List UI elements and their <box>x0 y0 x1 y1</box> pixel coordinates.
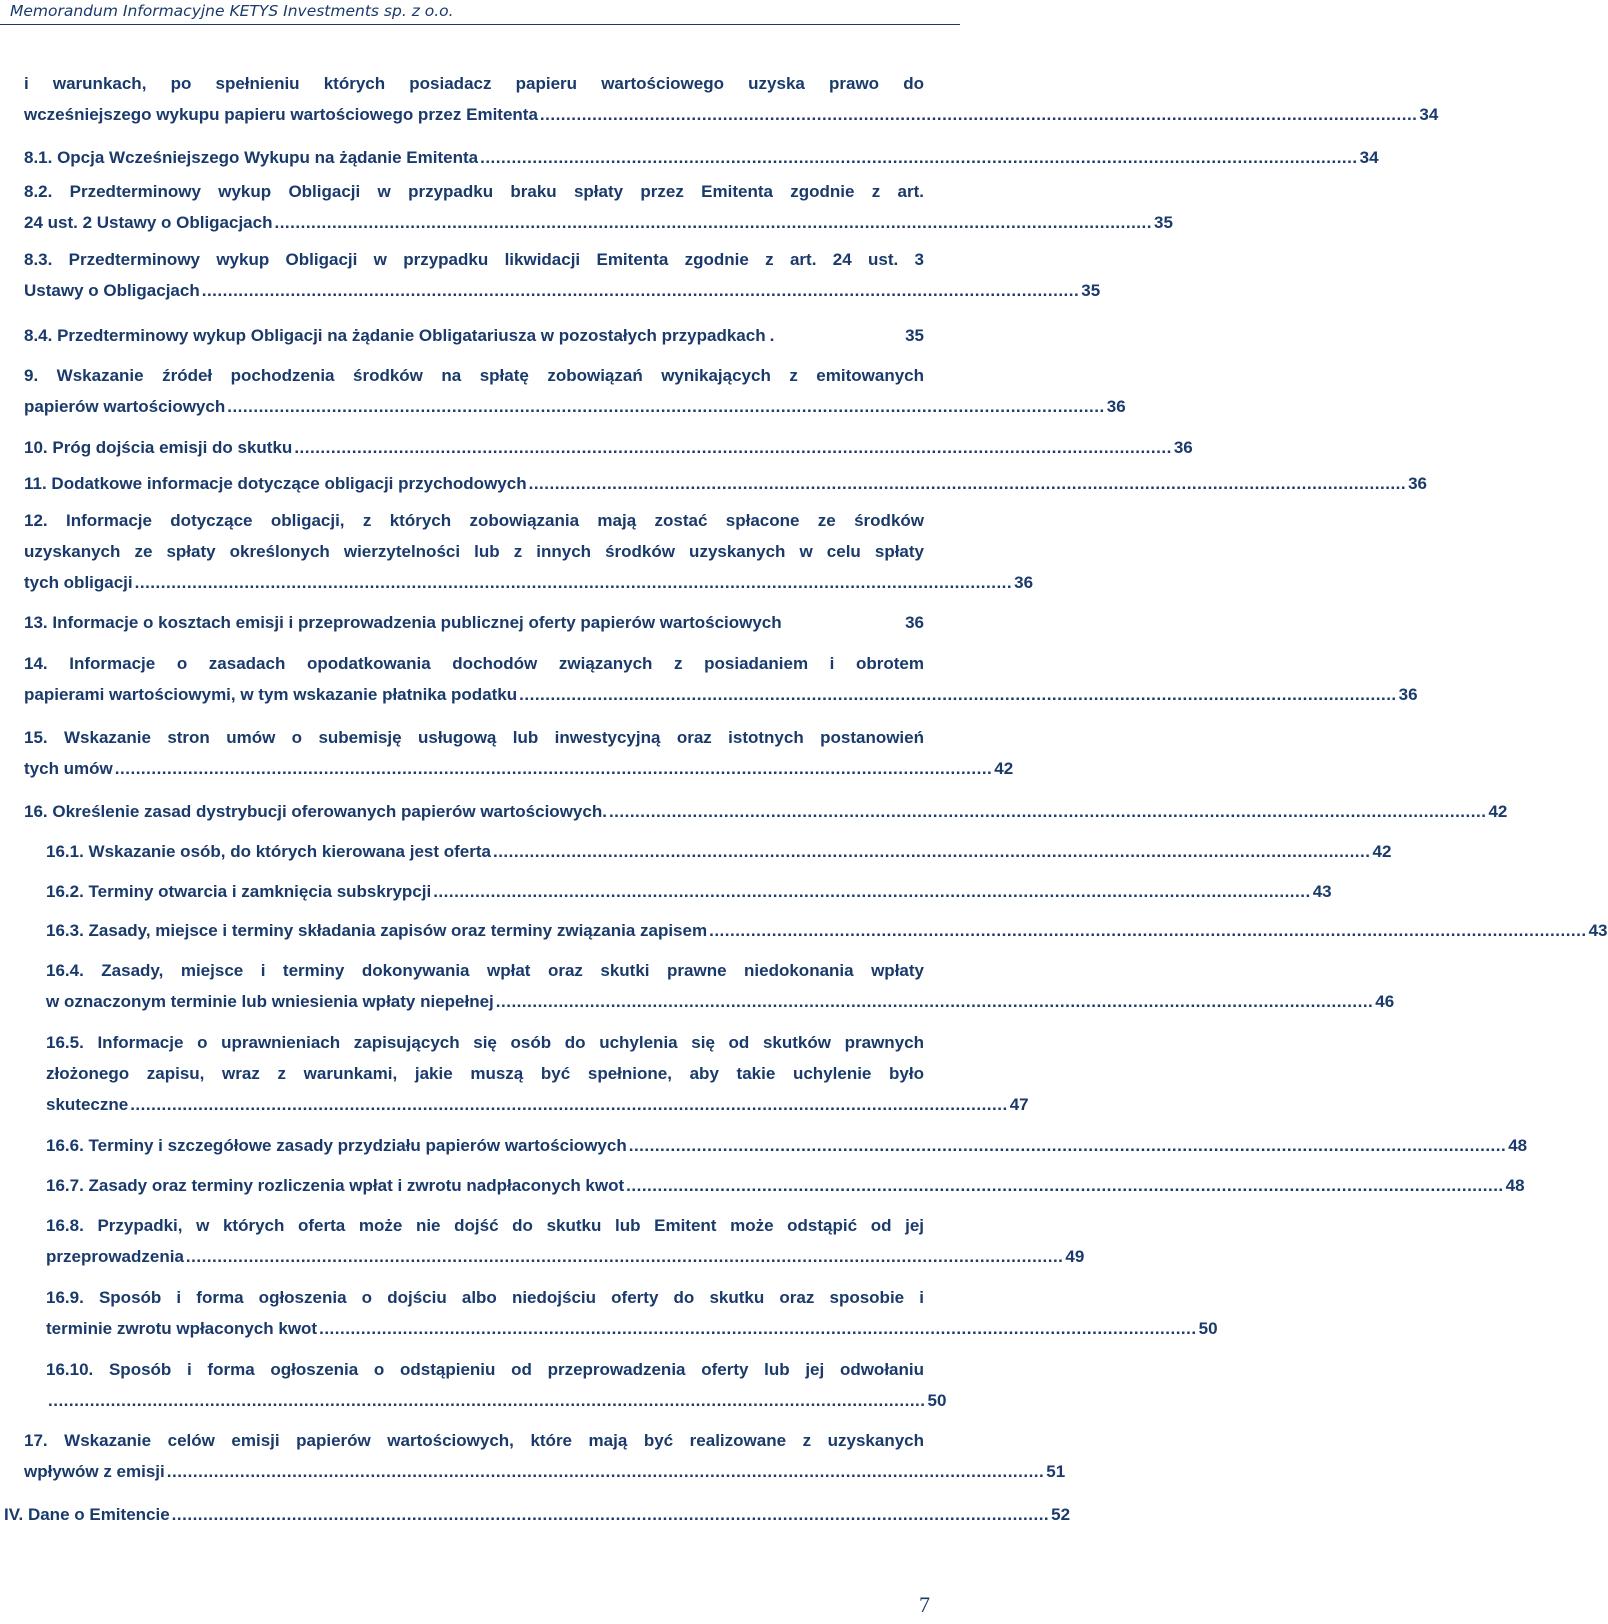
toc-entry-title: 16. Określenie zasad dystrybucji oferowanych papierów wartościowych. <box>24 802 607 821</box>
toc-leader-dots: ........................................................................................................................................................................ <box>171 1505 1050 1524</box>
toc-entry-last <box>46 1313 1218 1344</box>
toc-entry-title: wcześniejszego wykupu papieru wartościowego przez Emitenta <box>24 105 538 124</box>
toc-entry-page: 36 <box>1173 438 1193 457</box>
toc-entry-page: 36 <box>905 613 924 632</box>
toc-entry-last <box>24 432 1193 463</box>
toc-entry-title: papierami wartościowymi, w tym wskazanie płatnika podatku <box>24 685 518 704</box>
toc-entry-page: 34 <box>1419 105 1439 124</box>
toc-leader-dots: ........................................................................................................................................................................ <box>319 1319 1197 1338</box>
toc-entry[interactable] <box>0 607 960 638</box>
toc-entry-line: 16.10. Sposób i forma ogłoszenia o odstąpieniu od przeprowadzenia oferty lub jej odwołaniu <box>46 1360 924 1379</box>
toc-leader-dots: ........................................................................................................................................................................ <box>608 802 1487 821</box>
toc-entry[interactable] <box>0 915 1608 946</box>
toc-entry-title: 11. Dodatkowe informacje dotyczące obligacji przychodowych <box>24 474 527 493</box>
toc-entry[interactable] <box>0 1170 1525 1201</box>
toc-entry-last <box>46 1170 1525 1201</box>
toc-leader-dots: ........................................................................................................................................................................ <box>709 921 1587 940</box>
toc-leader-dots: ........................................................................................................................................................................ <box>626 1176 1504 1195</box>
toc-entry-line: złożonego zapisu, wraz z warunkami, jakie muszą być spełnione, aby takie uchylenie było <box>46 1064 924 1083</box>
toc-entry[interactable] <box>0 796 1508 827</box>
toc-entry-title: IV. Dane o Emitencie <box>4 1505 170 1524</box>
toc-leader-dots: ........................................................................................................................................................................ <box>480 148 1358 167</box>
toc-entry-last <box>24 468 1428 499</box>
toc-entry[interactable] <box>0 1282 1218 1344</box>
toc-entry-last <box>24 142 1379 173</box>
toc-entry[interactable] <box>0 468 1428 499</box>
toc-entry[interactable] <box>0 648 1418 710</box>
toc-entry-page: 46 <box>1375 992 1395 1011</box>
toc-entry-last <box>46 1130 1528 1161</box>
toc-entry-title: przeprowadzenia <box>46 1247 184 1266</box>
toc-entry-page: 35 <box>1153 213 1173 232</box>
toc-leader-dots: ........................................................................................................................................................................ <box>114 759 993 778</box>
document-header: Memorandum Informacyjne KETYS Investments sp. z o.o. <box>10 2 454 20</box>
toc-entry-title: 16.2. Terminy otwarcia i zamknięcia subskrypcji <box>46 882 432 901</box>
toc-entry-title: papierów wartościowych <box>24 397 226 416</box>
toc-entry-last <box>24 99 1439 130</box>
toc-leader-dots: ........................................................................................................................................................................ <box>492 842 1371 861</box>
toc-entry-line: 14. Informacje o zasadach opodatkowania dochodów związanych z posiadaniem i obrotem <box>24 654 924 673</box>
toc-entry-line: i warunkach, po spełnieniu których posiadacz papieru wartościowego uzyska prawo do <box>24 74 924 93</box>
toc-leader-dots: ........................................................................................................................................................................ <box>528 474 1407 493</box>
toc-leader-dots: ........................................................................................................................................................................ <box>495 992 1374 1011</box>
toc-entry-title: 16.3. Zasady, miejsce i terminy składania zapisów oraz terminy związania zapisem <box>46 921 708 940</box>
toc-entry-page: 35 <box>1081 281 1101 300</box>
toc-entry-title: 13. Informacje o kosztach emisji i przeprowadzenia publicznej oferty papierów wartościowych <box>24 613 782 632</box>
toc-entry-last <box>24 275 1101 306</box>
toc-entry-last <box>46 876 1332 907</box>
toc-entry-last <box>24 391 1126 422</box>
toc-entry-line: 16.8. Przypadki, w których oferta może nie dojść do skutku lub Emitent może odstąpić od jej <box>46 1216 924 1235</box>
toc-entry-line: 16.5. Informacje o uprawnieniach zapisujących się osób do uchylenia się od skutków prawnych <box>46 1033 924 1052</box>
toc-leader-dots: ........................................................................................................................................................................ <box>433 882 1311 901</box>
toc-entry-title: 16.7. Zasady oraz terminy rozliczenia wpłat i zwrotu nadpłaconych kwot <box>46 1176 625 1195</box>
toc-leader-dots: ........................................................................................................................................................................ <box>227 397 1105 416</box>
toc-entry-title: w oznaczonym terminie lub wniesienia wpłaty niepełnej <box>46 992 494 1011</box>
toc-entry-line: 8.2. Przedterminowy wykup Obligacji w przypadku braku spłaty przez Emitenta zgodnie z art. <box>24 182 924 201</box>
toc-leader-dots: ........................................................................................................................................................................ <box>274 213 1152 232</box>
page-number: 7 <box>919 1592 930 1617</box>
toc-leader-dots: ........................................................................................................................................................................ <box>134 573 1013 592</box>
toc-entry-last <box>4 1499 1071 1530</box>
toc-entry-page: 43 <box>1312 882 1332 901</box>
toc-entry-line: 12. Informacje dotyczące obligacji, z których zobowiązania mają zostać spłacone ze środków <box>24 511 924 530</box>
toc-entry-line: 16.4. Zasady, miejsce i terminy dokonywania wpłat oraz skutki prawne niedokonania wpłaty <box>46 961 924 980</box>
toc-leader-dots: ........................................................................................................................................................................ <box>185 1247 1064 1266</box>
toc-entry-line: uzyskanych ze spłaty określonych wierzytelności lub z innych środków uzyskanych w celu spłaty <box>24 542 924 561</box>
toc-entry-page: 50 <box>927 1391 947 1410</box>
toc-entry-last <box>46 1385 947 1416</box>
toc-entry[interactable] <box>0 320 960 351</box>
toc-entry-page: 36 <box>1408 474 1428 493</box>
toc-entry-title: 8.4. Przedterminowy wykup Obligacji na żądanie Obligatariusza w pozostałych przypadkach <box>24 326 766 345</box>
toc-entry-line: 17. Wskazanie celów emisji papierów wartościowych, które mają być realizowane z uzyskanych <box>24 1431 924 1450</box>
toc-entry-page: 34 <box>1359 148 1379 167</box>
toc-entry-title: tych umów <box>24 759 113 778</box>
toc-entry-last <box>24 207 1173 238</box>
toc-entry-last <box>46 1089 1029 1120</box>
toc-entry-last <box>46 1241 1085 1272</box>
toc-entry-last <box>24 753 1014 784</box>
toc-entry[interactable] <box>0 836 1392 867</box>
toc-entry-last <box>24 320 924 351</box>
toc-entry-page: 48 <box>1508 1136 1528 1155</box>
toc-entry[interactable] <box>0 176 1173 238</box>
toc-entry-title: Ustawy o Obligacjach <box>24 281 200 300</box>
toc-entry[interactable] <box>0 244 1101 306</box>
toc-entry-page: 36 <box>1106 397 1126 416</box>
toc-entry-last <box>24 679 1418 710</box>
toc-leader-dots: ........................................................................................................................................................................ <box>48 1391 926 1410</box>
toc-leader-dots: ........................................................................................................................................................................ <box>166 1462 1045 1481</box>
toc-entry-page: 51 <box>1046 1462 1066 1481</box>
toc-leader-dots: ........................................................................................................................................................................ <box>628 1136 1507 1155</box>
toc-entry-page: 50 <box>1198 1319 1218 1338</box>
toc-entry-last <box>46 986 1395 1017</box>
toc-entry[interactable] <box>0 1499 1071 1530</box>
toc-entry-title: terminie zwrotu wpłaconych kwot <box>46 1319 318 1338</box>
toc-entry-page: 52 <box>1051 1505 1071 1524</box>
toc-entry-page: 35 <box>905 326 924 345</box>
toc-entry[interactable] <box>0 1210 1085 1272</box>
toc-entry-line: 15. Wskazanie stron umów o subemisję usługową lub inwestycyjną oraz istotnych postanowień <box>24 728 924 747</box>
toc-entry[interactable] <box>0 432 1193 463</box>
toc-leader-dots: ........................................................................................................................................................................ <box>201 281 1080 300</box>
toc-entry-line: 8.3. Przedterminowy wykup Obligacji w przypadku likwidacji Emitenta zgodnie z art. 24 ust. 3 <box>24 250 924 269</box>
toc-entry-title: 24 ust. 2 Ustawy o Obligacjach <box>24 213 273 232</box>
toc-entry-last <box>24 607 924 638</box>
toc-entry-page: 36 <box>1014 573 1034 592</box>
toc-leader-dots: ........................................................................................................................................................................ <box>294 438 1172 457</box>
toc-entry-page: 48 <box>1505 1176 1525 1195</box>
toc-entry[interactable] <box>0 1354 960 1416</box>
toc-entry-last <box>46 915 1608 946</box>
toc-entry-page: 43 <box>1588 921 1608 940</box>
toc-entry[interactable] <box>0 955 1395 1017</box>
toc-entry-title: skuteczne <box>46 1095 129 1114</box>
toc-entry[interactable] <box>0 360 1126 422</box>
toc-entry[interactable] <box>0 68 1439 130</box>
toc-entry-page: 47 <box>1009 1095 1029 1114</box>
toc-entry-last <box>24 567 1034 598</box>
toc-entry-line: 9. Wskazanie źródeł pochodzenia środków na spłatę zobowiązań wynikających z emitowanych <box>24 366 924 385</box>
toc-entry[interactable] <box>0 1027 1029 1120</box>
toc-entry-line: 16.9. Sposób i forma ogłoszenia o dojściu albo niedojściu oferty do skutku oraz sposobie i <box>46 1288 924 1307</box>
toc-leader-dots: ........................................................................................................................................................................ <box>130 1095 1008 1114</box>
toc-entry-last <box>24 796 1508 827</box>
toc-entry-title: 16.1. Wskazanie osób, do których kierowana jest oferta <box>46 842 491 861</box>
toc-leader-dots: ........................................................................................................................................................................ <box>539 105 1418 124</box>
toc-entry[interactable] <box>0 142 1379 173</box>
toc-entry[interactable] <box>0 505 1034 598</box>
toc-entry[interactable] <box>0 722 1014 784</box>
toc-entry-page: 42 <box>994 759 1014 778</box>
toc-entry-page: 36 <box>1398 685 1418 704</box>
toc-entry-title: tych obligacji <box>24 573 133 592</box>
toc-entry-title: 10. Próg dojścia emisji do skutku <box>24 438 293 457</box>
toc-entry-title: 16.6. Terminy i szczegółowe zasady przydziału papierów wartościowych <box>46 1136 627 1155</box>
toc-leader-dots: ........................................................................................................................................................................ <box>519 685 1397 704</box>
toc-entry-title: 8.1. Opcja Wcześniejszego Wykupu na żądanie Emitenta <box>24 148 479 167</box>
toc-entry-page: 42 <box>1488 802 1508 821</box>
toc-entry-last <box>24 1456 1066 1487</box>
toc-entry-page: 49 <box>1065 1247 1085 1266</box>
toc-entry[interactable] <box>0 1130 1528 1161</box>
toc-entry-page: 42 <box>1372 842 1392 861</box>
toc-entry[interactable] <box>0 876 1332 907</box>
toc-entry-last <box>46 836 1392 867</box>
toc-leader-dots: . <box>769 326 775 345</box>
toc-entry[interactable] <box>0 1425 1066 1487</box>
toc-entry-title: wpływów z emisji <box>24 1462 165 1481</box>
